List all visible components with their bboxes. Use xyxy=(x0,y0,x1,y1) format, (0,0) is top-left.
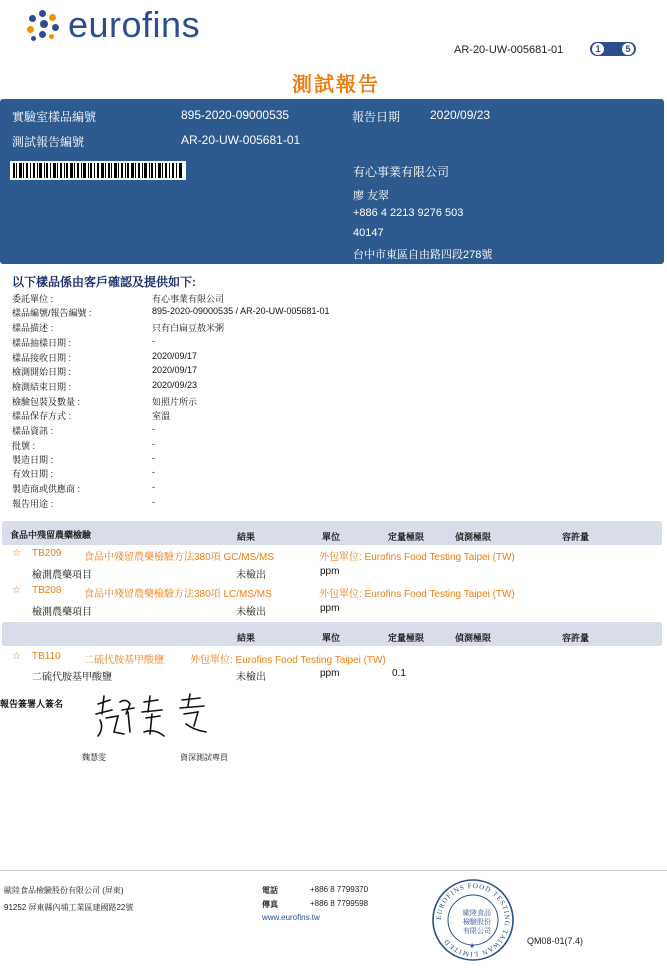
sample-info-value: - xyxy=(152,336,155,346)
table1-header xyxy=(2,521,662,545)
footer-website[interactable]: www.eurofins.tw xyxy=(262,913,320,922)
svg-text:檢驗股份: 檢驗股份 xyxy=(463,918,491,926)
col-loq: 定量極限 xyxy=(388,532,425,542)
test-marker: ☆ xyxy=(12,585,21,596)
test-item: 檢測農藥項目 xyxy=(32,570,92,581)
sample-info-label: 檢測開始日期 : xyxy=(12,367,72,377)
test-outsource: 外包單位: Eurofins Food Testing Taipei (TW) xyxy=(319,589,515,600)
sample-info-value: - xyxy=(152,453,155,463)
test-unit: ppm xyxy=(320,566,340,577)
sample-info-label: 批號 : xyxy=(12,441,36,451)
page-total: 5 xyxy=(622,43,634,55)
client-zip: 40147 xyxy=(353,227,384,239)
sample-info-label: 有效日期 : xyxy=(12,469,54,479)
footer-divider xyxy=(0,870,667,871)
form-code: QM08-01(7.4) xyxy=(527,936,584,946)
sample-info-label: 樣品抽樣日期 : xyxy=(12,338,72,348)
test-code: TB209 xyxy=(32,548,62,559)
test-item: 二硫代胺基甲酸鹽 xyxy=(32,672,112,683)
svg-text:有限公司: 有限公司 xyxy=(463,927,491,935)
col-loq: 定量極限 xyxy=(388,633,425,643)
report-date-label: 報告日期 xyxy=(352,110,401,124)
test-unit: ppm xyxy=(320,603,340,614)
report-date-value: 2020/09/23 xyxy=(430,108,491,122)
test-method: 食品中殘留農藥檢驗方法380項 GC/MS/MS xyxy=(84,552,275,563)
svg-text:歐陸食品: 歐陸食品 xyxy=(463,909,491,917)
client-company: 有心事業有限公司 xyxy=(353,165,450,179)
eurofins-logo-icon xyxy=(25,10,61,46)
sample-info-value: - xyxy=(152,424,155,434)
sample-info-value: - xyxy=(152,482,155,492)
test-result: 未檢出 xyxy=(236,607,266,618)
signer-name: 魏慧雯 xyxy=(82,753,106,762)
col-lod: 偵測極限 xyxy=(455,633,492,643)
sample-info-value: 有心事業有限公司 xyxy=(152,294,225,304)
test-outsource: 外包單位: Eurofins Food Testing Taipei (TW) xyxy=(190,655,386,666)
sample-info-value: 2020/09/17 xyxy=(152,351,198,361)
sample-info-label: 委託單位 : xyxy=(12,294,54,304)
test-code: TB208 xyxy=(32,585,62,596)
sample-info-label: 樣品編號/報告編號 : xyxy=(12,308,92,318)
handwritten-signature xyxy=(90,692,220,740)
test-marker: ☆ xyxy=(12,651,21,662)
report-number-top: AR-20-UW-005681-01 xyxy=(454,44,564,56)
barcode xyxy=(10,161,186,180)
footer-address: 91252 屏東縣內埔工業區建國路22號 xyxy=(4,903,134,912)
col-unit: 單位 xyxy=(322,532,341,542)
lab-sample-value: 895-2020-09000535 xyxy=(181,108,290,122)
client-phone: +886 4 2213 9276 503 xyxy=(353,207,464,219)
table1-section-title: 食品中殘留農藥檢驗 xyxy=(10,530,92,540)
sample-info-label: 製造日期 : xyxy=(12,455,54,465)
sample-info-value: 室溫 xyxy=(152,411,171,421)
test-result: 未檢出 xyxy=(236,570,266,581)
sample-info-value: 2020/09/17 xyxy=(152,365,198,375)
logo-wordmark: eurofins xyxy=(68,4,201,45)
sample-info-value: - xyxy=(152,439,155,449)
signer-title: 資深測試專員 xyxy=(180,753,228,762)
footer-company: 歐陸食品檢驗股份有限公司 (屏東) xyxy=(4,886,124,895)
test-unit: ppm xyxy=(320,668,340,679)
sample-info-value: - xyxy=(152,497,155,507)
col-limit: 容許量 xyxy=(562,532,590,542)
test-method: 二硫代胺基甲酸鹽 xyxy=(84,655,164,666)
sample-info-value: - xyxy=(152,467,155,477)
sample-info-value: 2020/09/23 xyxy=(152,380,198,390)
sample-info-label: 檢測結束日期 : xyxy=(12,382,72,392)
sample-info-label: 樣品接收日期 : xyxy=(12,353,72,363)
test-outsource: 外包單位: Eurofins Food Testing Taipei (TW) xyxy=(319,552,515,563)
test-marker: ☆ xyxy=(12,548,21,559)
client-address: 台中市東區自由路四段278號 xyxy=(353,249,493,261)
company-seal xyxy=(431,878,515,962)
client-contact: 廖 友翠 xyxy=(353,190,390,202)
sample-info-label: 報告用途 : xyxy=(12,499,54,509)
test-report-label: 測試報告編號 xyxy=(12,135,85,149)
test-result: 未檢出 xyxy=(236,672,266,683)
col-result: 結果 xyxy=(237,633,256,643)
col-lod: 偵測極限 xyxy=(455,532,492,542)
sample-info-label: 樣品資訊 : xyxy=(12,426,54,436)
col-limit: 容許量 xyxy=(562,633,590,643)
footer-tel-label: 電話 xyxy=(262,886,278,895)
signature-label: 報告簽署人簽名 xyxy=(0,699,64,709)
report-info-box xyxy=(0,99,664,264)
sample-info-value: 895-2020-09000535 / AR-20-UW-005681-01 xyxy=(152,306,330,316)
test-code: TB110 xyxy=(32,651,61,662)
page-current: 1 xyxy=(592,43,604,55)
test-report-value: AR-20-UW-005681-01 xyxy=(181,133,301,147)
sample-info-label: 製造商或供應商 : xyxy=(12,484,81,494)
col-result: 結果 xyxy=(237,532,256,542)
test-method: 食品中殘留農藥檢驗方法380項 LC/MS/MS xyxy=(84,589,272,600)
page-indicator xyxy=(590,42,636,56)
sample-info-label: 檢驗包裝及數量 : xyxy=(12,397,81,407)
footer-fax: +886 8 7799598 xyxy=(310,899,369,908)
footer-tel: +886 8 7799370 xyxy=(310,885,369,894)
sample-info-value: 只有白扁豆敖米粥 xyxy=(152,323,225,333)
sample-info-label: 樣品描述 : xyxy=(12,323,54,333)
lab-sample-label: 實驗室樣品編號 xyxy=(12,110,97,124)
test-loq: 0.1 xyxy=(392,668,406,679)
sample-info-heading: 以下樣品係由客戶確認及提供如下: xyxy=(12,275,196,289)
col-unit: 單位 xyxy=(322,633,341,643)
footer-fax-label: 傳真 xyxy=(262,900,278,909)
table2-header xyxy=(2,622,662,646)
test-item: 檢測農藥項目 xyxy=(32,607,92,618)
sample-info-value: 如照片所示 xyxy=(152,397,198,407)
seal-text: EUROFINS FOOD TESTING TAIWAN LIMITED xyxy=(434,881,512,959)
page-title: 測試報告 xyxy=(292,74,380,96)
svg-text:★: ★ xyxy=(469,943,476,950)
sample-info-label: 樣品保存方式 : xyxy=(12,411,72,421)
